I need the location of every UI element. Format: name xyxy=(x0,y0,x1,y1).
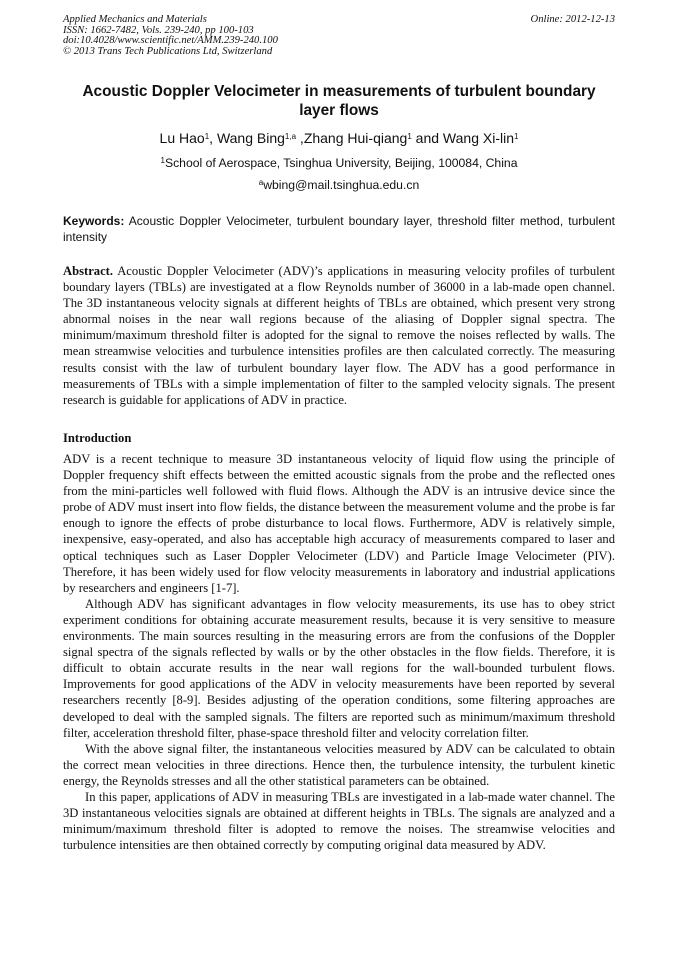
author-email[interactable] xyxy=(63,178,615,193)
author-separator: and xyxy=(411,130,443,146)
section-heading-introduction: Introduction xyxy=(63,431,132,445)
author-affiliation-mark: 1,a xyxy=(284,132,297,141)
author-list xyxy=(63,129,615,147)
author-name: Wang Bing xyxy=(216,130,285,146)
affiliation-text: School of Aerospace, Tsinghua University, Beijing, 100084, China xyxy=(164,156,518,170)
author-affiliation-mark: 1 xyxy=(407,132,412,141)
author-name: Zhang Hui-qiang xyxy=(303,130,408,146)
keywords-block xyxy=(63,213,615,245)
paragraph: ADV is a recent technique to measure 3D instantaneous velocity of liquid flow using the principle of Doppler frequency shift effects between the emitted acoustic signals from the probe and the reflected ones from the mini-particles well followed with fluid flows. Although the ADV is an intrusive device since the probe of ADV must insert into flow fields, the distance between the measurement volume and the probe is far enough to ignore the effects of probe disturbance to local flows. Furthermore, ADV is relatively simple, inexpensive, easy-operated, and also has acceptable high accuracy of measurements compared to laser and optical techniques such as Laser Doppler Velocimeter (LDV) and Particle Image Velocimeter (PIV). Therefore, it has been widely used for flow velocity measurements in laboratory and industrial applications by researchers and engineers [1-7]. xyxy=(63,452,615,595)
journal-header xyxy=(63,15,615,57)
author-separator: , xyxy=(296,130,304,146)
author-affiliation-mark: 1 xyxy=(513,132,519,141)
abstract-block xyxy=(63,263,615,408)
paper-title: Acoustic Doppler Velocimeter in measurements of turbulent boundary layer flows xyxy=(82,83,596,119)
issn-line: ISSN: 1662-7482, Vols. 239-240, pp 100-103 xyxy=(63,24,254,36)
doi-line: doi:10.4028/www.scientific.net/AMM.239-240.100 xyxy=(63,35,278,47)
paragraph: Although ADV has significant advantages in flow velocity measurements, its use has to obey strict experiment conditions for obtaining accurate measurement results, because it is very sensitive to measure environments. The main sources resulting in the measuring errors are from the confusions of the Doppler signal spectra of the signals reflected by walls or by the other obstacles in the flow fields. Therefore, it is difficult to obtain accurate results in the near wall regions for the wall-bounded turbulent flows. Improvements for good applications of the ADV in velocity measurements have been reported by several researchers recently [8-9]. Besides adjusting of the operation conditions, some filtering approaches are developed to deal with the sampled signals. The filters are reported such as minimum/maximum threshold filter, acceleration threshold filter, phase-space threshold filter and velocity correlation filter. xyxy=(63,596,615,740)
introduction-body xyxy=(63,451,615,853)
author-affiliation-mark: 1 xyxy=(204,132,210,141)
keywords-label: Keywords: xyxy=(63,214,125,228)
paragraph: With the above signal filter, the instantaneous velocities measured by ADV can be calculated to obtain the correct mean velocities in three directions. Hence then, the turbulence intensity, the turbulent kinetic energy, the Reynolds stresses and all the other statistical parameters can be obtained. xyxy=(63,741,615,788)
email-mark: a xyxy=(258,178,264,187)
abstract-text: Acoustic Doppler Velocimeter (ADV)’s applications in measuring velocity profiles of turbulent boundary layers (TBLs) are investigated at a flow Reynolds number of 36000 in a lab-made open channel. The 3D instantaneous velocity signals at different heights of TBLs are obtained, which present very strong abnormal noises in the near wall regions because of the aliasing of Doppler signal spectra. The minimum/maximum threshold filter is adopted for the signal to remove the noises reflected by walls. The mean streamwise velocities and turbulence intensities profiles are then calculated correctly. The measuring results consist with the law of turbulent boundary layer flow. The ADV has a good performance in measurements of TBLs with a simple implementation of filter to the sampled velocity signals. The present research is guidable for applications of ADV in practice. xyxy=(63,264,615,407)
online-date: Online: 2012-12-13 xyxy=(530,14,615,25)
author-separator: , xyxy=(209,130,217,146)
affiliation xyxy=(63,156,615,171)
email-address[interactable]: wbing@mail.tsinghua.edu.cn xyxy=(263,178,420,192)
copyright-line: © 2013 Trans Tech Publications Ltd, Switzerland xyxy=(63,45,273,57)
author-name: Lu Hao xyxy=(159,130,205,146)
affiliation-mark: 1 xyxy=(160,156,165,165)
author-name: Wang Xi-lin xyxy=(442,130,514,146)
paragraph: In this paper, applications of ADV in measuring TBLs are investigated in a lab-made water channel. The 3D instantaneous velocities signals are obtained at different heights in TBLs. The signals are analyzed and a minimum/maximum threshold filter is adopted to remove the noises. The streamwise velocities and turbulence intensities are then obtained correctly by computing original data measured by ADV. xyxy=(63,789,615,853)
journal-name: Applied Mechanics and Materials xyxy=(63,14,207,25)
abstract-label: Abstract. xyxy=(63,264,114,278)
keywords-text: Acoustic Doppler Velocimeter, turbulent boundary layer, threshold filter method, turbulent intensity xyxy=(63,214,615,244)
